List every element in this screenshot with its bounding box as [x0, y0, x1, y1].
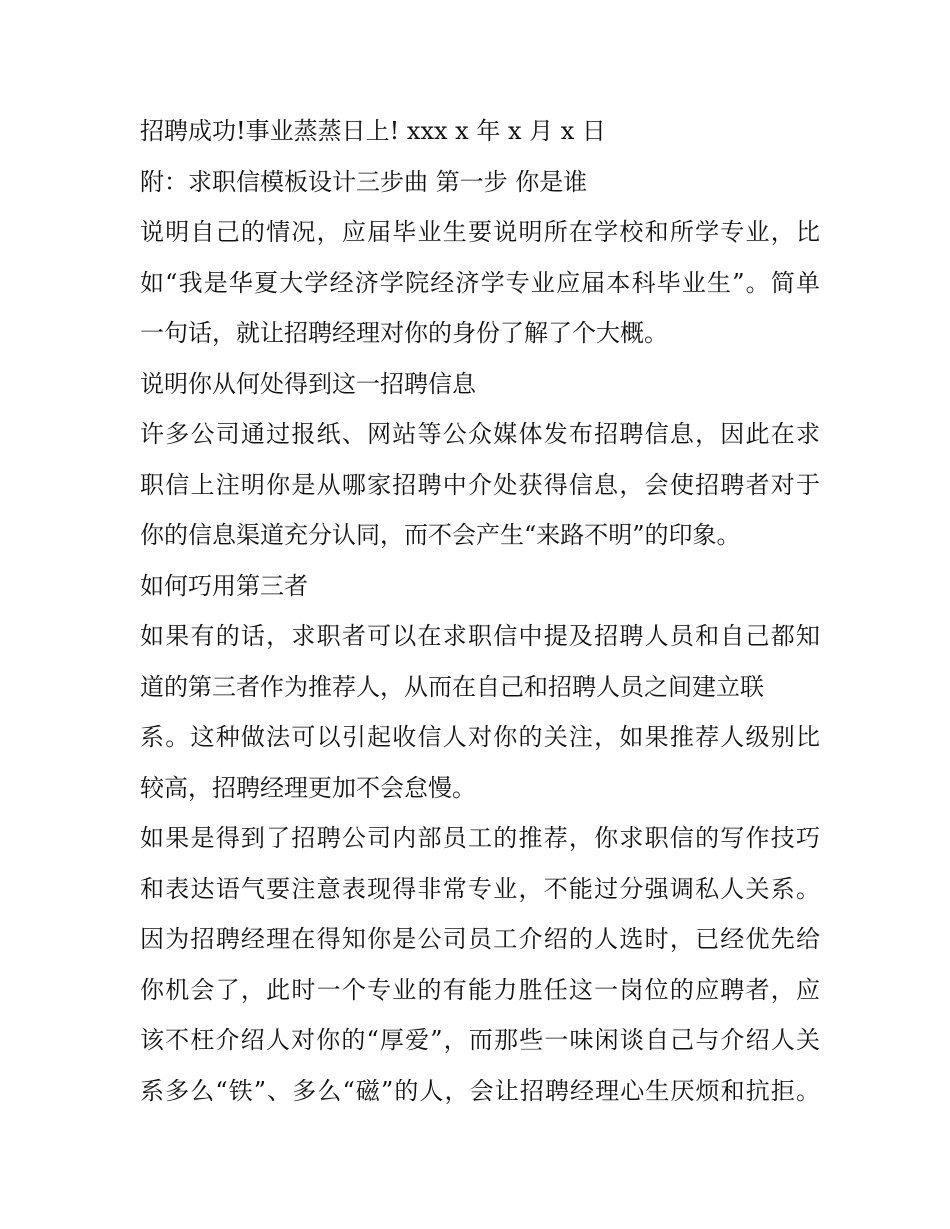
- paragraph-line: 说明自己的情况，应届毕业生要说明所在学校和所学专业，比: [140, 218, 820, 246]
- appendix-heading: 附：求职信模板设计三步曲 第一步 你是谁: [140, 167, 588, 196]
- paragraph-line: 许多公司通过报纸、网站等公众媒体发布招聘信息，因此在求: [140, 420, 820, 448]
- paragraph-line: 你机会了，此时一个专业的有能力胜任这一岗位的应聘者，应: [140, 975, 820, 1004]
- paragraph-line: 和表达语气要注意表现得非常专业，不能过分强调私人关系。: [140, 874, 820, 903]
- paragraph-line: 较高，招聘经理更加不会怠慢。: [140, 773, 476, 802]
- paragraph-line: 因为招聘经理在得知你是公司员工介绍的人选时，已经优先给: [140, 925, 820, 953]
- paragraph-line: 你的信息渠道充分认同，而不会产生“来路不明”的印象。: [140, 521, 741, 549]
- paragraph-line: 一句话，就让招聘经理对你的身份了解了个大概。: [140, 319, 668, 347]
- paragraph-line: 系多么“铁”、多么“磁”的人，会让招聘经理心生厌烦和抗拒。: [140, 1076, 820, 1105]
- paragraph-line: 系。这种做法可以引起收信人对你的关注，如果推荐人级别比: [140, 723, 820, 751]
- paragraph-line: 如果有的话，求职者可以在求职信中提及招聘人员和自己都知: [140, 622, 820, 650]
- paragraph-line: 职信上注明你是从哪家招聘中介处获得信息，会使招聘者对于: [140, 470, 820, 499]
- closing-line: 招聘成功!事业蒸蒸日上! xxx x 年 x 月 x 日: [140, 117, 606, 145]
- section-heading: 说明你从何处得到这一招聘信息: [140, 369, 476, 398]
- paragraph-line: 道的第三者作为推荐人，从而在自己和招聘人员之间建立联: [140, 672, 764, 701]
- paragraph-line: 该不枉介绍人对你的“厚爱”，而那些一味闲谈自己与介绍人关: [140, 1026, 820, 1054]
- section-heading: 如何巧用第三者: [140, 571, 308, 600]
- document-body: [140, 106, 820, 1116]
- paragraph-line: 如果是得到了招聘公司内部员工的推荐，你求职信的写作技巧: [140, 824, 820, 852]
- paragraph-line: 如“我是华夏大学经济学院经济学专业应届本科毕业生”。简单: [140, 268, 820, 297]
